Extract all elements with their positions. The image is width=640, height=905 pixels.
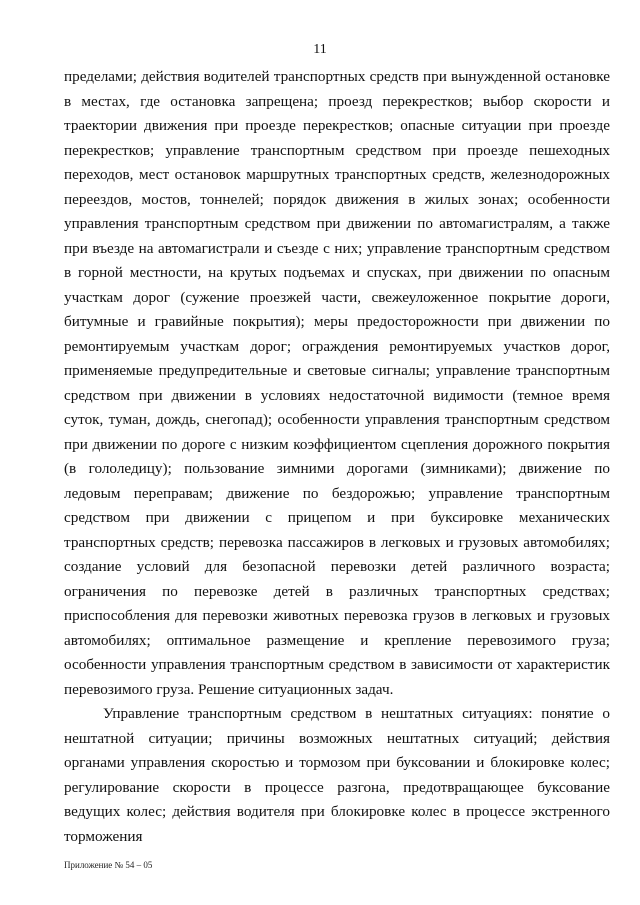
page-number: 11 — [313, 42, 327, 57]
paragraph-emergency-situations: Управление транспортным средством в нештатных ситуациях: понятие о нештатной ситуации; причины возможных нештатных ситуаций; действия органами управления скоростью и тормозом при буксовании и блокировке колес; регулирование скорости в процессе разгона, предотвращающее буксование ведущих колес; действия водителя при блокировке колес в процессе экстренного торможения — [64, 705, 610, 845]
document-body — [64, 65, 610, 849]
footer-reference: Приложение № 54 – 05 — [64, 860, 153, 870]
paragraph-continuation: пределами; действия водителей транспортных средств при вынужденной остановке в местах, где остановка запрещена; проезд перекрестков; выбор скорости и траектории движения при проезде перекрестков; опасные ситуации при проезде перекрестков; управление транспортным средством при проезде пешеходных переходов, мест остановок маршрутных транспортных средств, железнодорожных переездов, мостов, тоннелей; порядок движения в жилых зонах; особенности управления транспортным средством при движении по автомагистралям, а также при въезде на автомагистрали и съезде с них; управление транспортным средством в горной местности, на крутых подъемах и спусках, при движении по опасным участкам дорог (сужение проезжей части, свежеуложенное покрытие дороги, битумные и гравийные покрытия); меры предосторожности при движении по ремонтируемым участкам дорог; ограждения ремонтируемых участков дорог, применяемые предупредительные и световые сигналы; управление транспортным средством при движении в условиях недостаточной видимости (темное время суток, туман, дождь, снегопад); особенности управления транспортным средством при движении по дороге с низким коэффициентом сцепления дорожного покрытия (в гололедицу); пользование зимними дорогами (зимниками); движение по ледовым переправам; движение по бездорожью; управление транспортным средством при движении с прицепом и при буксировке механических транспортных средств; перевозка пассажиров в легковых и грузовых автомобилях; создание условий для безопасной перевозки детей различного возраста; ограничения по перевозке детей в различных транспортных средствах; приспособления для перевозки животных перевозка грузов в легковых и грузовых автомобилях; оптимальное размещение и крепление перевозимого груза; особенности управления транспортным средством в зависимости от характеристик перевозимого груза. Решение ситуационных задач. — [64, 68, 610, 698]
